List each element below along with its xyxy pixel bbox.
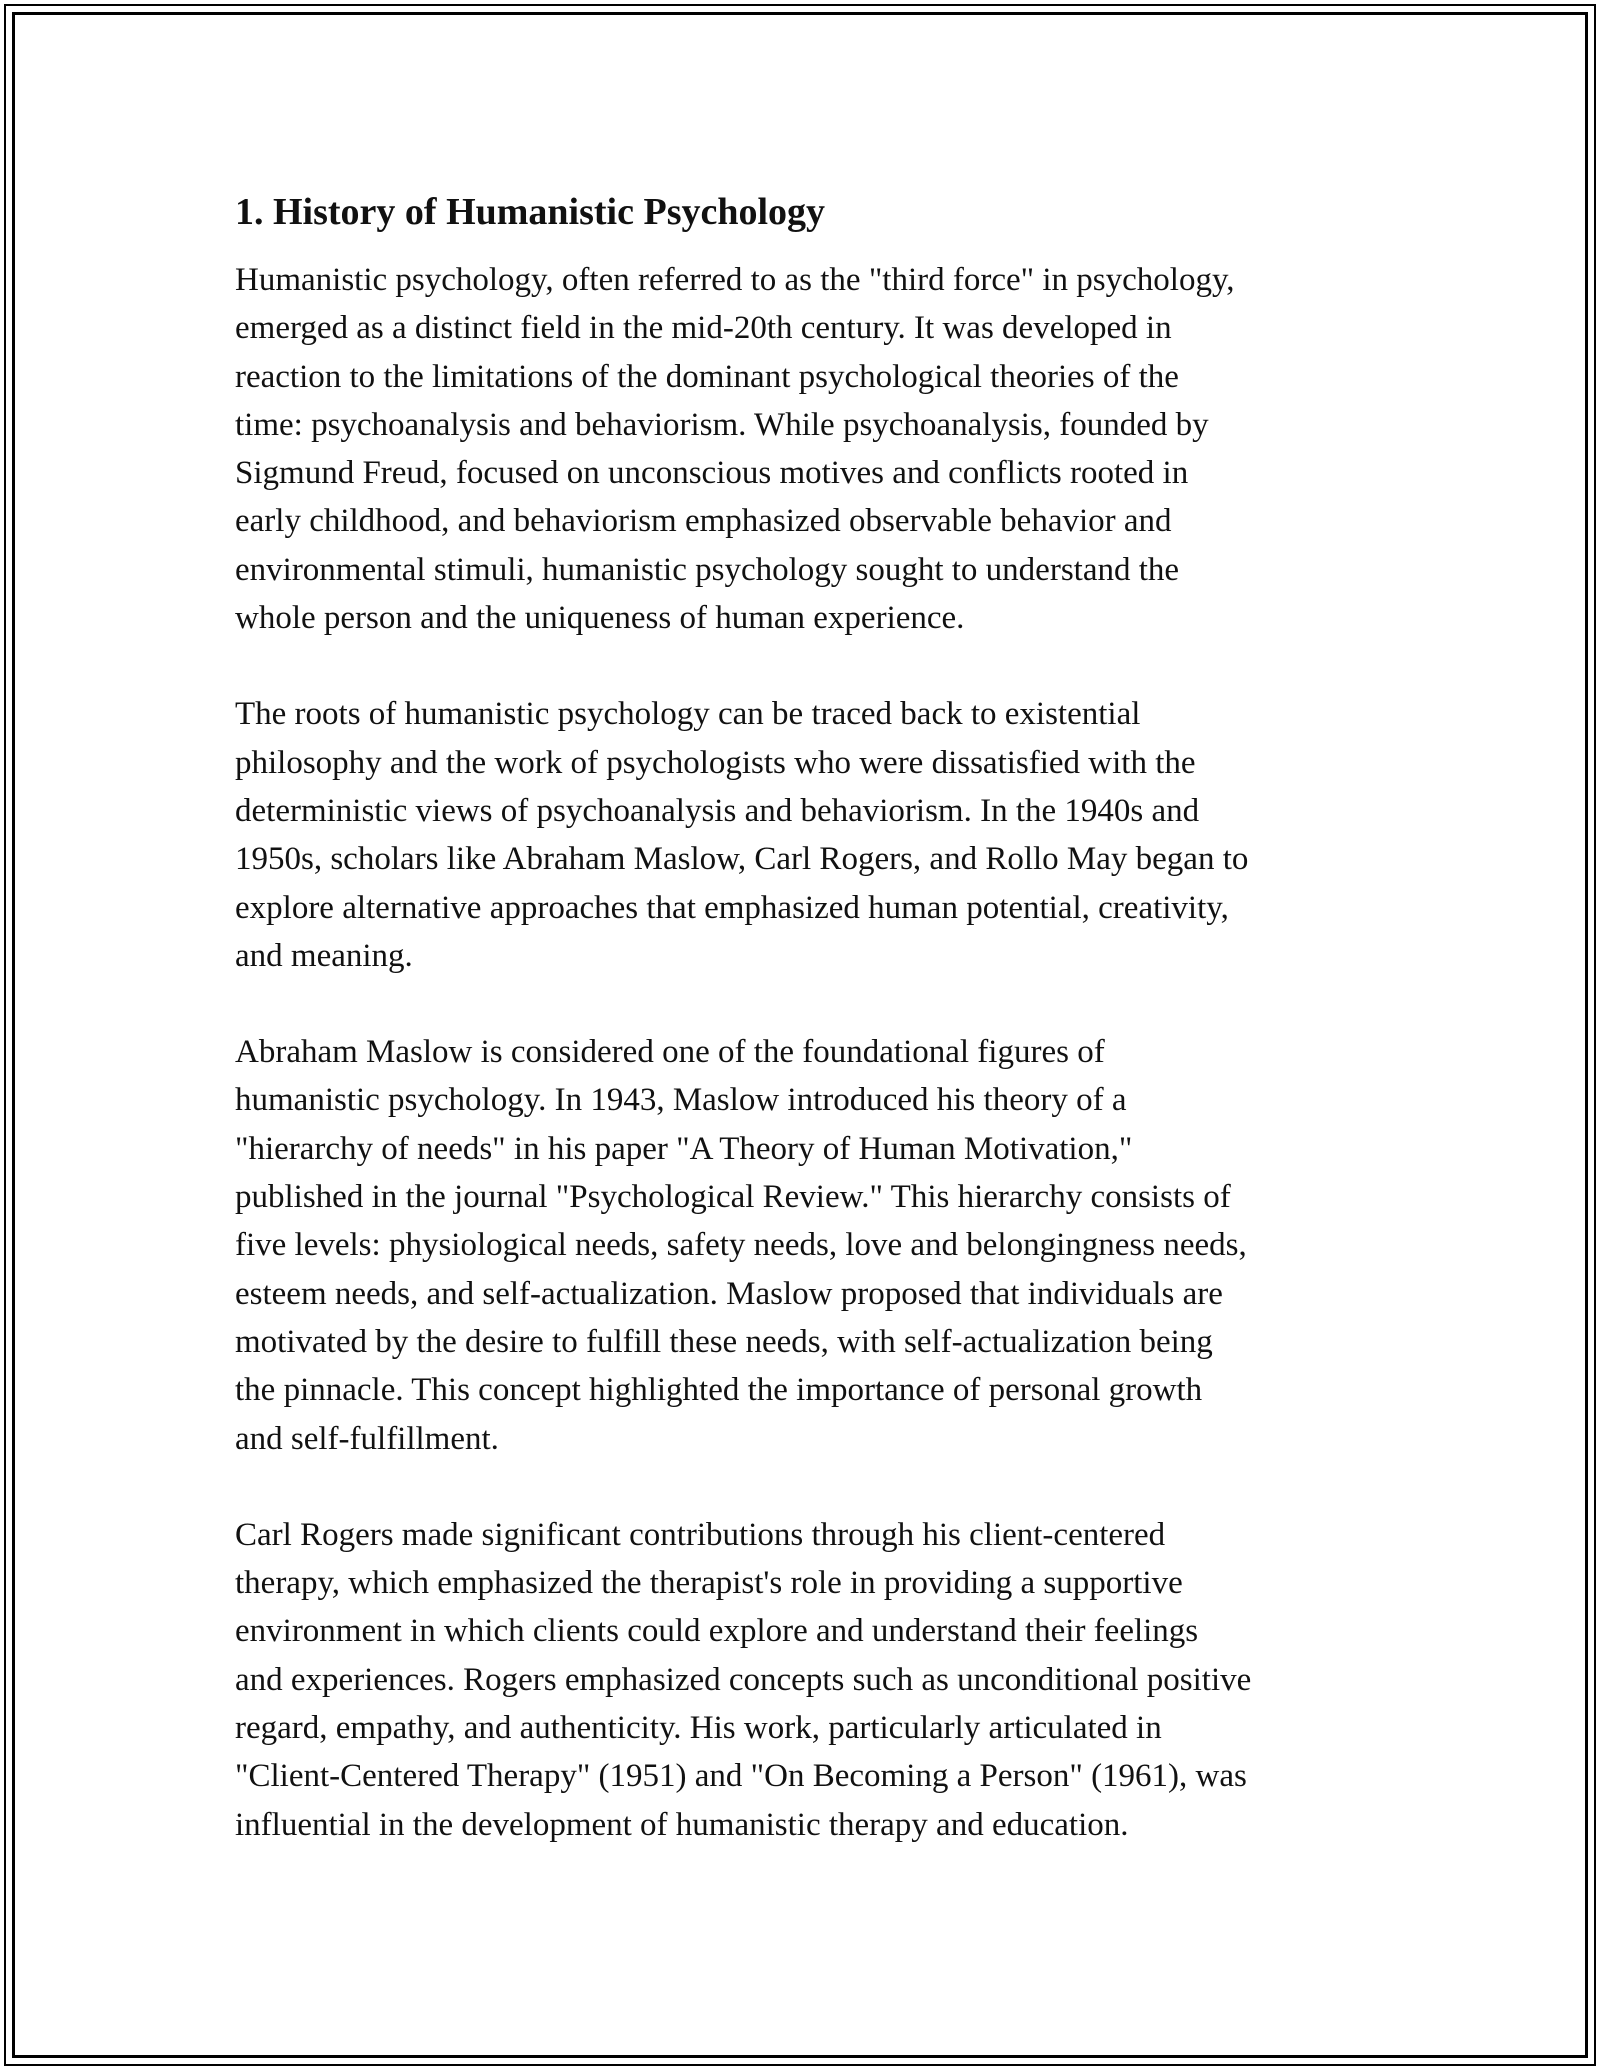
paragraph-line: Carl Rogers made significant contributions through his client-centered (235, 1516, 1166, 1553)
paragraph-line: explore alternative approaches that emphasized human potential, creativity, (235, 889, 1229, 926)
paragraph-line: the pinnacle. This concept highlighted the importance of personal growth (235, 1372, 1203, 1409)
paragraph-line: Humanistic psychology, often referred to as the "third force" in psychology, (235, 262, 1235, 298)
paragraph-line: reaction to the limitations of the dominant psychological theories of the (235, 358, 1179, 395)
paragraph-line: regard, empathy, and authenticity. His work, particularly articulated in (235, 1710, 1162, 1747)
paragraph-line: 1950s, scholars like Abraham Maslow, Carl Rogers, and Rollo May began to (235, 841, 1249, 878)
paragraph-roots (235, 690, 1370, 980)
paragraph-line: esteem needs, and self-actualization. Maslow proposed that individuals are (235, 1275, 1223, 1312)
paragraph-line: humanistic psychology. In 1943, Maslow introduced his theory of a (235, 1082, 1127, 1119)
paragraph-line: environmental stimuli, humanistic psychology sought to understand the (235, 551, 1180, 588)
paragraph-maslow (235, 1028, 1370, 1463)
paragraph-line: five levels: physiological needs, safety needs, love and belongingness needs, (235, 1227, 1247, 1264)
paragraph-line: "Client-Centered Therapy" (1951) and "On Becoming a Person" (1961), was (235, 1758, 1247, 1795)
paragraph-line: Abraham Maslow is considered one of the foundational figures of (235, 1034, 1105, 1071)
paragraph-line: motivated by the desire to fulfill these needs, with self-actualization being (235, 1323, 1213, 1360)
paragraph-line: "hierarchy of needs" in his paper "A Theory of Human Motivation," (235, 1130, 1133, 1167)
paragraph-line: influential in the development of humanistic therapy and education. (235, 1806, 1129, 1843)
paragraph-line: and self-fulfillment. (235, 1420, 499, 1457)
paragraph-line: whole person and the uniqueness of human experience. (235, 600, 965, 637)
document-body (235, 186, 1370, 1897)
section-title: 1. History of Humanistic Psychology (235, 191, 826, 233)
paragraph-line: and meaning. (235, 937, 413, 974)
paragraph-line: Sigmund Freud, focused on unconscious motives and conflicts rooted in (235, 455, 1189, 492)
paragraph-line: therapy, which emphasized the therapist's role in providing a supportive (235, 1565, 1183, 1602)
paragraph-line: deterministic views of psychoanalysis and behaviorism. In the 1940s and (235, 792, 1200, 829)
paragraph-line: and experiences. Rogers emphasized concepts such as unconditional positive (235, 1661, 1252, 1698)
paragraph-rogers (235, 1511, 1370, 1849)
paragraph-line: philosophy and the work of psychologists who were dissatisfied with the (235, 744, 1196, 781)
paragraph-line: published in the journal "Psychological Review." This hierarchy consists of (235, 1179, 1231, 1216)
paragraph-line: The roots of humanistic psychology can be traced back to existential (235, 696, 1141, 733)
paragraph-line: time: psychoanalysis and behaviorism. While psychoanalysis, founded by (235, 406, 1209, 443)
paragraph-line: environment in which clients could explore and understand their feelings (235, 1613, 1199, 1650)
paragraph-overview (235, 256, 1370, 642)
paragraph-line: emerged as a distinct field in the mid-20th century. It was developed in (235, 310, 1172, 347)
paragraph-line: early childhood, and behaviorism emphasized observable behavior and (235, 503, 1172, 540)
